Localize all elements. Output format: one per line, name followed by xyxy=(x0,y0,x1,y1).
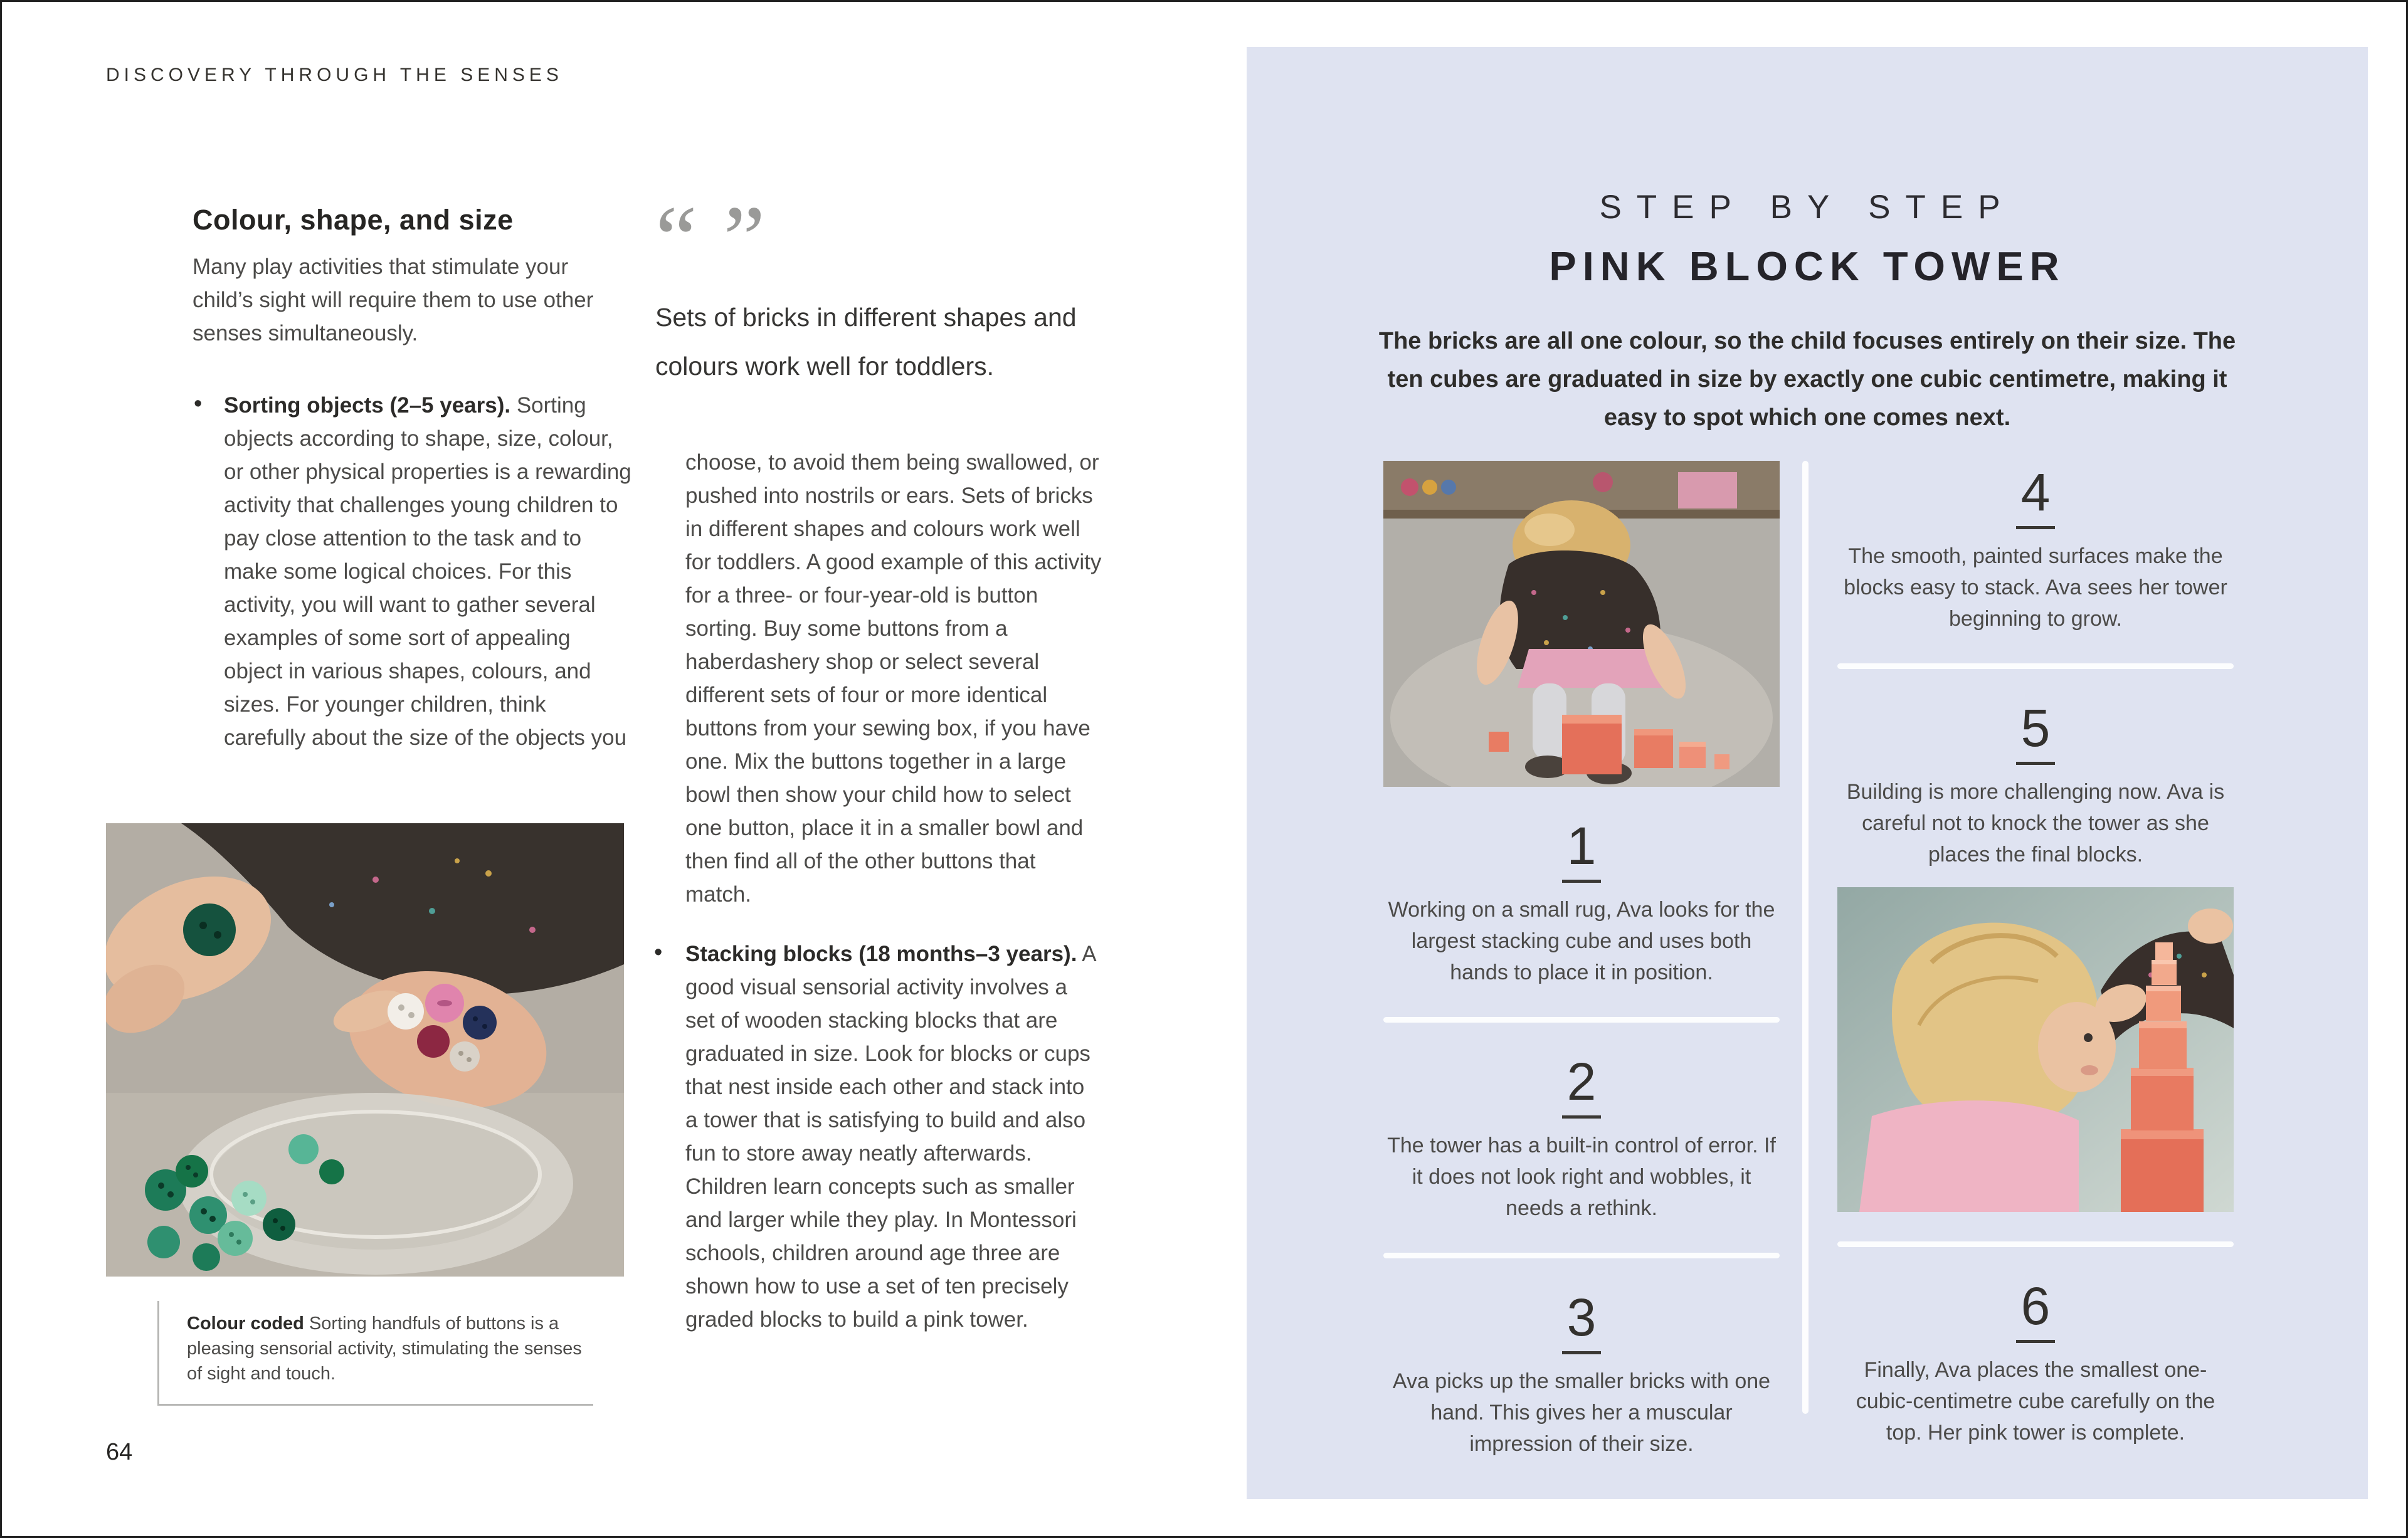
step-5-number: 5 xyxy=(2016,700,2056,765)
bullet-text: A good visual sensorial activity involves a set of wooden stacking blocks that are graduated in size. Look for blocks or cups that nest inside each other and stack into a tower that is satisfying to build and also fun to store away neatly afterwards. Children learn concepts such as smaller and larger while they play. In Montessori schools, children around age three are shown how to use a set of ten precisely graded blocks to build a pink tower. xyxy=(685,942,1096,1332)
close-quote-icon: ” xyxy=(723,187,766,291)
panel-title: PINK BLOCK TOWER xyxy=(1549,243,2066,289)
bullet-stacking-blocks xyxy=(655,937,1102,1336)
bullet-dot: • xyxy=(654,939,663,966)
pull-quote: Sets of bricks in different shapes and colours work well for toddlers. xyxy=(655,303,1077,381)
panel-right-column xyxy=(1837,461,2234,1448)
panel-left-column xyxy=(1383,461,1780,1460)
caption-text: Sorting handfuls of buttons is a pleasing sensorial activity, stimulating the senses of sight and touch. xyxy=(187,1314,582,1384)
tower-top-photo xyxy=(1837,887,2234,1213)
step-1-text: Working on a small rug, Ava looks for the largest stacking cube and uses both hands to place it in position. xyxy=(1388,898,1775,984)
step-2-text: The tower has a built-in control of error. If it does not look right and wobbles, it needs a rethink. xyxy=(1387,1134,1776,1220)
page-number: 64 xyxy=(106,1439,133,1465)
step-2-number: 2 xyxy=(1562,1054,1602,1119)
panel-column-divider xyxy=(1802,461,1809,1414)
step-3 xyxy=(1383,1290,1780,1460)
step-by-step-panel xyxy=(1247,47,2368,1499)
bullet-dot: • xyxy=(194,391,203,417)
bullet-sorting-objects xyxy=(193,389,631,754)
section-heading: Colour, shape, and size xyxy=(193,204,514,236)
step-6 xyxy=(1837,1278,2234,1448)
step-2 xyxy=(1383,1054,1780,1224)
step-4-number: 4 xyxy=(2016,465,2056,529)
running-header: DISCOVERY THROUGH THE SENSES xyxy=(106,65,563,85)
buttons-photo xyxy=(106,823,624,1277)
body-continuation: choose, to avoid them being swallowed, or pushed into nostrils or ears. Sets of bricks in different shapes and colours work well for toddlers. A good example of this activity for a three- or four-year-old is button sorting. Buy some buttons from a haberdashery shop or select several different sets of four or more identical buttons from your sewing box, if you have one. Mix the buttons together in a large bowl then show your child how to select one button, place it in a smaller bowl and then find all of the other buttons that match. xyxy=(685,450,1102,907)
step-separator xyxy=(1383,1017,1780,1023)
bullet-lead: Sorting objects (2–5 years). xyxy=(224,393,511,418)
step-separator xyxy=(1837,1241,2234,1247)
panel-intro: The bricks are all one colour, so the child focuses entirely on their size. The ten cubes are graduated in size by exactly one cubic centimetre, making it easy to spot which one comes next. xyxy=(1378,328,2236,431)
quote-marks-icon xyxy=(655,187,1102,291)
step-6-text: Finally, Ava places the smallest one-cubic-centimetre cube carefully on the top. Her pink tower is complete. xyxy=(1856,1358,2215,1445)
tower-start-photo xyxy=(1383,461,1780,787)
step-5 xyxy=(1837,700,2234,870)
step-1 xyxy=(1383,818,1780,988)
step-1-number: 1 xyxy=(1562,818,1602,883)
bullet-lead: Stacking blocks (18 months–3 years). xyxy=(685,942,1077,966)
step-separator xyxy=(1383,1253,1780,1258)
step-4-text: The smooth, painted surfaces make the blocks easy to stack. Ava sees her tower beginning to grow. xyxy=(1844,544,2227,631)
step-4 xyxy=(1837,465,2234,635)
open-quote-icon: “ xyxy=(655,187,697,291)
step-5-text: Building is more challenging now. Ava is careful not to knock the tower as she places the final blocks. xyxy=(1846,780,2225,866)
middle-column xyxy=(654,187,1102,1336)
caption-lead: Colour coded xyxy=(187,1314,304,1334)
step-separator xyxy=(1837,663,2234,669)
step-3-number: 3 xyxy=(1562,1290,1602,1354)
step-3-text: Ava picks up the smaller bricks with one hand. This gives her a muscular impression of their size. xyxy=(1392,1369,1771,1456)
panel-kicker: STEP BY STEP xyxy=(1599,189,2015,226)
bullet-text: Sorting objects according to shape, size, colour, or other physical properties is a rewarding activity that challenges young children to pay close attention to the task and to make some logical choices. For this activity, you will want to gather several examples of some sort of appealing object in various shapes, colours, and sizes. For younger children, think carefully about the size of the objects you xyxy=(224,393,631,750)
step-6-number: 6 xyxy=(2016,1278,2056,1343)
section-intro: Many play activities that stimulate your child’s sight will require them to use other senses simultaneously. xyxy=(193,255,594,345)
photo-caption xyxy=(157,1301,593,1406)
left-column xyxy=(193,204,631,754)
